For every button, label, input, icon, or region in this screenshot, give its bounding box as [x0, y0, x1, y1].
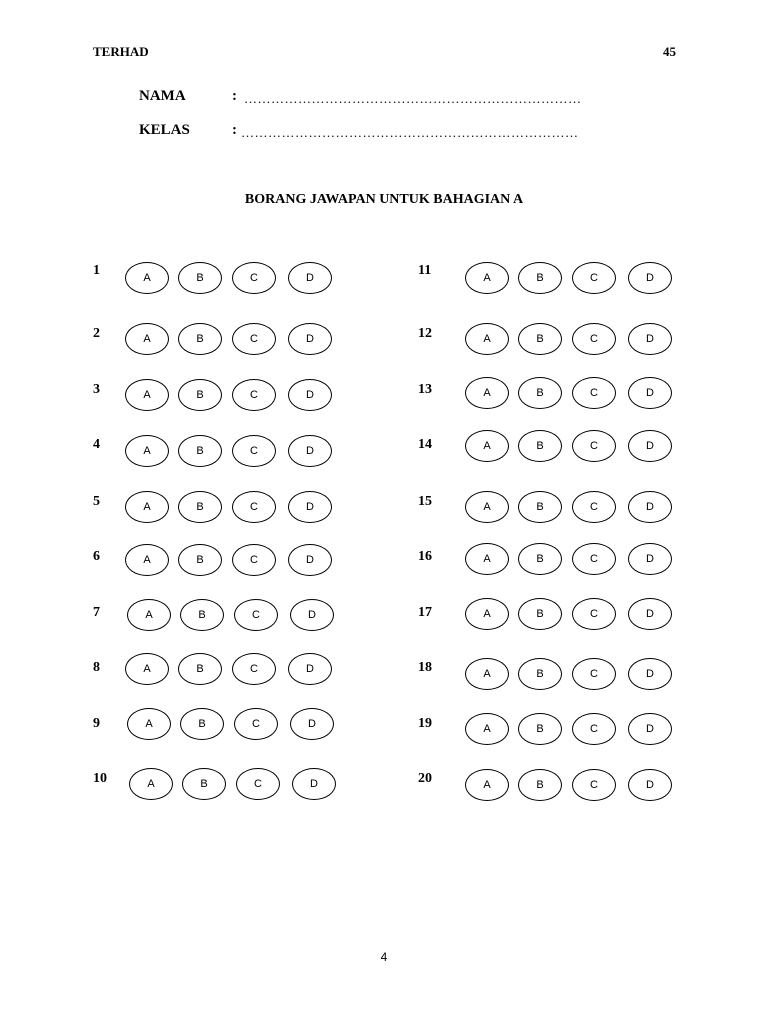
answer-bubble-b[interactable]: B: [178, 323, 222, 355]
answer-bubble-d[interactable]: D: [628, 262, 672, 294]
answer-bubble-a[interactable]: A: [465, 377, 509, 409]
class-field-line[interactable]: …………………………………………………………………: [241, 125, 579, 140]
answer-bubble-a[interactable]: A: [129, 768, 173, 800]
name-field-line[interactable]: …………………………………………………………………: [244, 91, 582, 106]
question-number: 7: [93, 605, 100, 620]
answer-bubble-c[interactable]: C: [232, 435, 276, 467]
answer-bubble-d[interactable]: D: [290, 708, 334, 740]
answer-bubble-a[interactable]: A: [127, 599, 171, 631]
header-page-number: 45: [663, 44, 676, 59]
question-number: 1: [93, 263, 100, 278]
answer-bubble-d[interactable]: D: [290, 599, 334, 631]
answer-bubble-b[interactable]: B: [518, 323, 562, 355]
question-number: 3: [93, 382, 100, 397]
answer-bubble-c[interactable]: C: [232, 544, 276, 576]
answer-bubble-a[interactable]: A: [465, 323, 509, 355]
answer-bubble-c[interactable]: C: [232, 653, 276, 685]
answer-bubble-a[interactable]: A: [465, 430, 509, 462]
answer-bubble-a[interactable]: A: [125, 491, 169, 523]
question-number: 4: [93, 437, 100, 452]
answer-bubble-c[interactable]: C: [572, 658, 616, 690]
answer-bubble-b[interactable]: B: [518, 769, 562, 801]
question-number: 20: [418, 771, 432, 786]
answer-bubble-b[interactable]: B: [178, 435, 222, 467]
answer-bubble-d[interactable]: D: [628, 769, 672, 801]
answer-bubble-c[interactable]: C: [572, 323, 616, 355]
answer-bubble-b[interactable]: B: [178, 262, 222, 294]
answer-bubble-d[interactable]: D: [628, 713, 672, 745]
answer-bubble-c[interactable]: C: [572, 713, 616, 745]
answer-bubble-d[interactable]: D: [288, 262, 332, 294]
answer-bubble-c[interactable]: C: [232, 491, 276, 523]
answer-bubble-d[interactable]: D: [288, 544, 332, 576]
answer-bubble-c[interactable]: C: [572, 543, 616, 575]
footer-page-number: 4: [380, 950, 388, 964]
answer-bubble-a[interactable]: A: [125, 653, 169, 685]
answer-bubble-a[interactable]: A: [125, 379, 169, 411]
answer-bubble-d[interactable]: D: [628, 598, 672, 630]
answer-bubble-d[interactable]: D: [628, 430, 672, 462]
answer-bubble-a[interactable]: A: [125, 323, 169, 355]
answer-bubble-c[interactable]: C: [572, 598, 616, 630]
question-number: 14: [418, 437, 432, 452]
answer-bubble-c[interactable]: C: [234, 708, 278, 740]
question-number: 6: [93, 549, 100, 564]
answer-bubble-c[interactable]: C: [232, 323, 276, 355]
answer-bubble-c[interactable]: C: [232, 379, 276, 411]
answer-bubble-c[interactable]: C: [232, 262, 276, 294]
question-number: 18: [418, 660, 432, 675]
answer-bubble-b[interactable]: B: [180, 708, 224, 740]
question-number: 5: [93, 494, 100, 509]
answer-bubble-c[interactable]: C: [572, 377, 616, 409]
answer-bubble-a[interactable]: A: [465, 491, 509, 523]
answer-bubble-c[interactable]: C: [572, 430, 616, 462]
answer-bubble-a[interactable]: A: [125, 262, 169, 294]
answer-bubble-b[interactable]: B: [182, 768, 226, 800]
question-number: 15: [418, 494, 432, 509]
answer-bubble-d[interactable]: D: [628, 491, 672, 523]
answer-bubble-d[interactable]: D: [288, 323, 332, 355]
answer-bubble-b[interactable]: B: [518, 658, 562, 690]
question-number: 16: [418, 549, 432, 564]
answer-bubble-a[interactable]: A: [465, 598, 509, 630]
answer-bubble-b[interactable]: B: [178, 544, 222, 576]
answer-bubble-b[interactable]: B: [180, 599, 224, 631]
answer-bubble-c[interactable]: C: [236, 768, 280, 800]
answer-bubble-b[interactable]: B: [178, 491, 222, 523]
answer-bubble-d[interactable]: D: [292, 768, 336, 800]
question-number: 9: [93, 716, 100, 731]
answer-bubble-a[interactable]: A: [127, 708, 171, 740]
answer-bubble-d[interactable]: D: [628, 323, 672, 355]
answer-bubble-c[interactable]: C: [572, 769, 616, 801]
answer-bubble-a[interactable]: A: [465, 769, 509, 801]
answer-bubble-a[interactable]: A: [465, 543, 509, 575]
question-number: 13: [418, 382, 432, 397]
answer-bubble-b[interactable]: B: [518, 491, 562, 523]
answer-bubble-c[interactable]: C: [572, 491, 616, 523]
answer-bubble-b[interactable]: B: [518, 262, 562, 294]
answer-bubble-a[interactable]: A: [465, 262, 509, 294]
answer-bubble-c[interactable]: C: [234, 599, 278, 631]
answer-bubble-b[interactable]: B: [178, 653, 222, 685]
answer-bubble-d[interactable]: D: [288, 653, 332, 685]
question-number: 17: [418, 605, 432, 620]
answer-bubble-d[interactable]: D: [628, 658, 672, 690]
answer-bubble-b[interactable]: B: [518, 543, 562, 575]
answer-bubble-d[interactable]: D: [628, 543, 672, 575]
answer-bubble-a[interactable]: A: [125, 435, 169, 467]
answer-bubble-b[interactable]: B: [178, 379, 222, 411]
answer-bubble-b[interactable]: B: [518, 377, 562, 409]
answer-bubble-a[interactable]: A: [125, 544, 169, 576]
header-left-label: TERHAD: [93, 44, 149, 59]
question-number: 19: [418, 716, 432, 731]
answer-bubble-a[interactable]: A: [465, 658, 509, 690]
answer-bubble-d[interactable]: D: [288, 379, 332, 411]
answer-bubble-d[interactable]: D: [288, 435, 332, 467]
question-number: 12: [418, 326, 432, 341]
name-field-colon: :: [232, 88, 237, 104]
answer-bubble-b[interactable]: B: [518, 598, 562, 630]
answer-bubble-d[interactable]: D: [628, 377, 672, 409]
class-field-label: KELAS: [139, 122, 190, 138]
answer-bubble-b[interactable]: B: [518, 430, 562, 462]
question-number: 10: [93, 771, 107, 786]
question-number: 2: [93, 326, 100, 341]
answer-bubble-b[interactable]: B: [518, 713, 562, 745]
answer-bubble-c[interactable]: C: [572, 262, 616, 294]
question-number: 11: [418, 263, 432, 278]
answer-sheet-title: BORANG JAWAPAN UNTUK BAHAGIAN A: [244, 192, 524, 207]
name-field-label: NAMA: [139, 88, 186, 104]
answer-bubble-a[interactable]: A: [465, 713, 509, 745]
answer-bubble-d[interactable]: D: [288, 491, 332, 523]
class-field-colon: :: [232, 122, 237, 138]
question-number: 8: [93, 660, 100, 675]
